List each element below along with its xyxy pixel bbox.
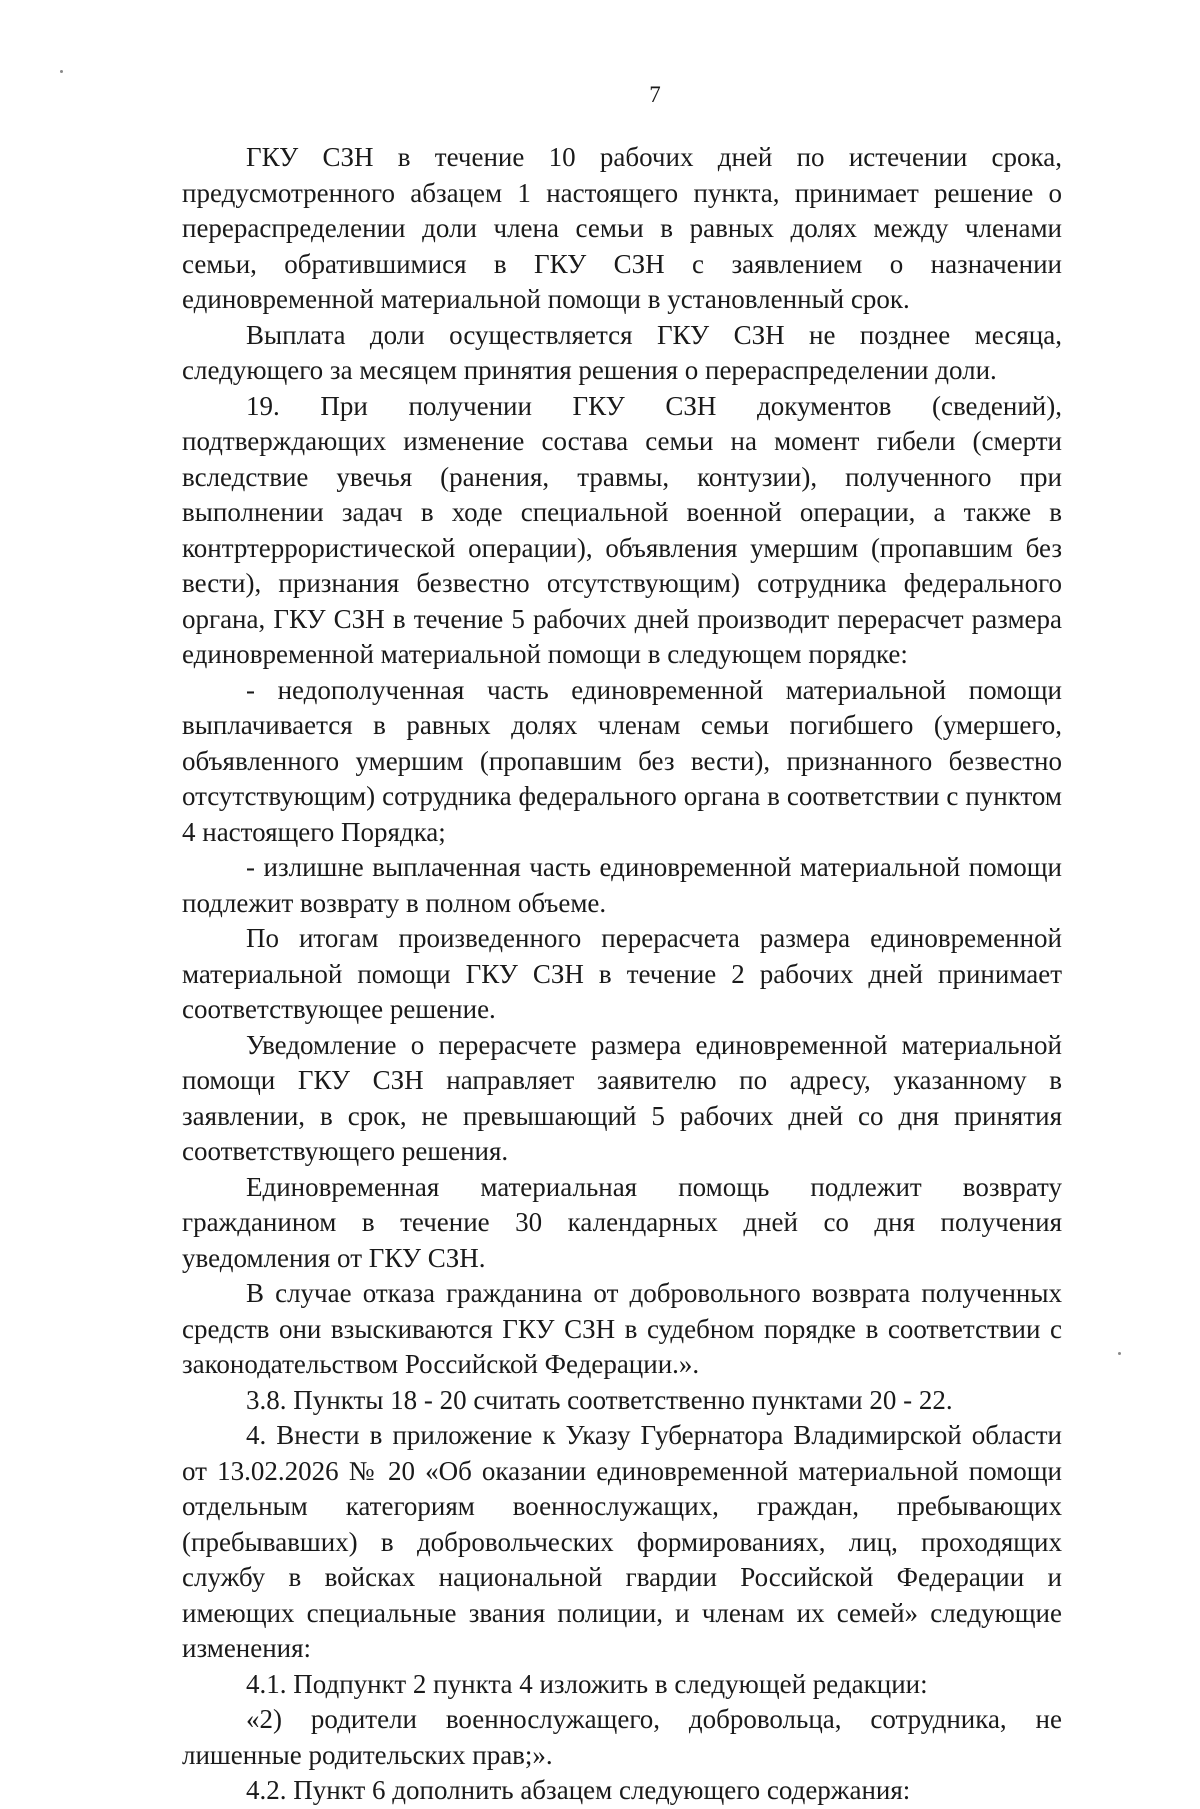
- scan-speck: [60, 70, 63, 73]
- paragraph: ГКУ СЗН в течение 10 рабочих дней по истечении срока, предусмотренного абзацем 1 настоящего пункта, принимает решение о перераспределении доли члена семьи в равных долях между членами семьи, обратившимися в ГКУ СЗН с заявлением о назначении единовременной материальной помощи в установленный срок.: [182, 142, 1062, 314]
- scan-speck: [1118, 1352, 1121, 1355]
- paragraph: 3.8. Пункты 18 - 20 считать соответственно пунктами 20 - 22.: [246, 1384, 953, 1415]
- paragraph: По итогам произведенного перерасчета размера единовременной материальной помощи ГКУ СЗН в течение 2 рабочих дней принимает соответствующее решение.: [182, 923, 1062, 1024]
- paragraph: 19. При получении ГКУ СЗН документов (сведений), подтверждающих изменение состава семьи на момент гибели (смерти вследствие увечья (ранения, травмы, контузии), полученного при выполнении задач в ходе специальной военной операции, а также в контртеррористической операции), объявления умершим (пропавшим без вести), признания безвестно отсутствующим) сотрудника федерального органа, ГКУ СЗН в течение 5 рабочих дней производит перерасчет размера единовременной материальной помощи в следующем порядке:: [182, 390, 1062, 669]
- paragraph: - излишне выплаченная часть единовременной материальной помощи подлежит возврату в полном объеме.: [182, 852, 1062, 918]
- paragraph: «2) родители военнослужащего, добровольца, сотрудника, не лишенные родительских прав;».: [182, 1704, 1062, 1770]
- paragraph: В случае отказа гражданина от добровольного возврата полученных средств они взыскиваются ГКУ СЗН в судебном порядке в соответствии с законодательством Российской Федерации.».: [182, 1278, 1062, 1379]
- paragraph: 4.1. Подпункт 2 пункта 4 изложить в следующей редакции:: [246, 1668, 928, 1699]
- paragraph: Выплата доли осуществляется ГКУ СЗН не позднее месяца, следующего за месяцем принятия решения о перераспределении доли.: [182, 319, 1062, 385]
- paragraph: - недополученная часть единовременной материальной помощи выплачивается в равных долях членам семьи погибшего (умершего, объявленного умершим (пропавшим без вести), признанного безвестно отсутствующим) сотрудника федерального органа в соответствии с пунктом 4 настоящего Порядка;: [182, 674, 1062, 847]
- page-number: 7: [649, 82, 661, 107]
- paragraph: Уведомление о перерасчете размера единовременной материальной помощи ГКУ СЗН направляет заявителю по адресу, указанному в заявлении, в срок, не превышающий 5 рабочих дней со дня принятия соответствующего решения.: [182, 1029, 1062, 1166]
- paragraph: 4. Внести в приложение к Указу Губернатора Владимирской области от 13.02.2026 № 20 «Об оказании единовременной материальной помощи отдельным категориям военнослужащих, граждан, пребывающих (пребывавших) в добровольческих формированиях, лиц, проходящих службу в войсках национальной гвардии Российской Федерации и имеющих специальные звания полиции, и членам их семей» следующие изменения:: [182, 1420, 1062, 1663]
- paragraph: 4.2. Пункт 6 дополнить абзацем следующего содержания:: [246, 1775, 911, 1805]
- document-body: [182, 140, 1062, 1809]
- paragraph: Единовременная материальная помощь подлежит возврату гражданином в течение 30 календарных дней со дня получения уведомления от ГКУ СЗН.: [182, 1171, 1062, 1273]
